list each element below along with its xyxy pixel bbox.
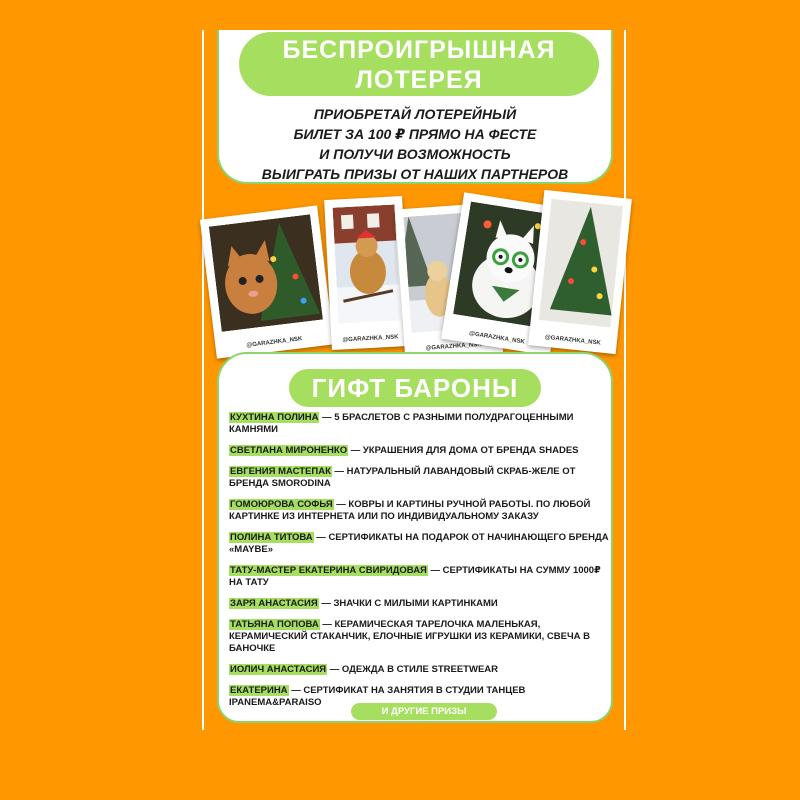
photo-caption: @GARAZHKA_NSK bbox=[246, 336, 303, 349]
partner-name: ТАТУ-МАСТЕР ЕКАТЕРИНА СВИРИДОВАЯ bbox=[230, 565, 427, 576]
prize-text: — КОВРЫ И КАРТИНЫ РУЧНОЙ РАБОТЫ. ПО ЛЮБОЙ КАРТИНКЕ ИЗ ИНТЕРНЕТА ИЛИ ПО ИНДИВИДУАЛЬНОМУ ЗАКАЗУ bbox=[229, 499, 591, 522]
list-item bbox=[229, 532, 609, 556]
list-item bbox=[229, 619, 609, 655]
intro-line: ПРИОБРЕТАЙ ЛОТЕРЕЙНЫЙ bbox=[313, 106, 517, 122]
photo-caption: @GARAZHKA_NSK bbox=[544, 334, 602, 347]
prize-text: — ОДЕЖДА В СТИЛЕ STREETWEAR bbox=[327, 664, 499, 675]
partner-name: ЕВГЕНИЯ МАСТЕПАК bbox=[230, 466, 331, 477]
title-line-1: БЕСПРОИГРЫШНАЯ bbox=[282, 36, 556, 64]
intro-text bbox=[229, 104, 601, 184]
prize-list bbox=[229, 412, 609, 718]
gift-title-pill: ГИФТ БАРОНЫ bbox=[289, 369, 541, 407]
list-item bbox=[229, 499, 609, 523]
lottery-poster bbox=[202, 30, 626, 730]
list-item bbox=[229, 466, 609, 490]
more-prizes-label: И ДРУГИЕ ПРИЗЫ bbox=[351, 703, 497, 720]
photo-caption: @GARAZHKA_NSK bbox=[425, 341, 482, 352]
intro-line: ВЫИГРАТЬ ПРИЗЫ ОТ НАШИХ ПАРТНЕРОВ bbox=[261, 166, 569, 182]
partner-name: ЕКАТЕРИНА bbox=[230, 685, 288, 696]
prize-text: — КЕРАМИЧЕСКАЯ ТАРЕЛОЧКА МАЛЕНЬКАЯ, КЕРАМИЧЕСКИЙ СТАКАНЧИК, ЕЛОЧНЫЕ ИГРУШКИ ИЗ КЕРАМИКИ, СВЕЧА В БАНОЧКЕ bbox=[229, 619, 590, 654]
list-item bbox=[229, 565, 609, 589]
partner-name: ЗАРЯ АНАСТАСИЯ bbox=[230, 598, 318, 609]
prize-text: — УКРАШЕНИЯ ДЛЯ ДОМА ОТ БРЕНДА SHADES bbox=[348, 445, 579, 456]
photo-caption: @GARAZHKA_NSK bbox=[468, 330, 526, 346]
prize-text: — 5 БРАСЛЕТОВ С РАЗНЫМИ ПОЛУДРАГОЦЕННЫМИ КАМНЯМИ bbox=[229, 412, 574, 435]
partner-name: КУХТИНА ПОЛИНА bbox=[230, 412, 319, 423]
photo-caption: @GARAZHKA_NSK bbox=[342, 334, 399, 344]
list-item bbox=[229, 598, 609, 610]
title-line-2: ЛОТЕРЕЯ bbox=[355, 66, 483, 94]
gift-barons-card bbox=[217, 352, 613, 723]
list-item bbox=[229, 445, 609, 457]
prize-text: — СЕРТИФИКАТЫ НА ПОДАРОК ОТ НАЧИНАЮЩЕГО БРЕНДА «MAYBE» bbox=[229, 532, 609, 555]
title-pill bbox=[239, 32, 599, 96]
photo-dog-sled-image bbox=[333, 204, 401, 323]
prize-text: — СЕРТИФИКАТЫ НА СУММУ 1000₽ НА ТАТУ bbox=[229, 565, 601, 588]
partner-name: ИОЛИЧ АНАСТАСИЯ bbox=[230, 664, 327, 675]
lottery-header-card bbox=[217, 30, 613, 184]
partner-name: ТАТЬЯНА ПОПОВА bbox=[230, 619, 319, 630]
partner-name: ПОЛИНА ТИТОВА bbox=[230, 532, 313, 543]
photo-cat bbox=[200, 205, 334, 358]
list-item bbox=[229, 664, 609, 676]
intro-line: И ПОЛУЧИ ВОЗМОЖНОСТЬ bbox=[319, 146, 511, 162]
photo-cat-image bbox=[209, 214, 323, 332]
partner-name: СВЕТЛАНА МИРОНЕНКО bbox=[230, 445, 348, 456]
photo-tree bbox=[528, 190, 632, 354]
partner-name: ГОМОЮРОВА СОФЬЯ bbox=[230, 499, 333, 510]
intro-line: БИЛЕТ ЗА 100 ₽ ПРЯМО НА ФЕСТЕ bbox=[293, 126, 537, 142]
photo-tree-image bbox=[539, 199, 623, 328]
prize-text: — СЕРТИФИКАТ НА ЗАНЯТИЯ В СТУДИИ ТАНЦЕВ IPANEMA&PARAISO bbox=[229, 685, 526, 708]
list-item bbox=[229, 412, 609, 436]
prize-text: — НАТУРАЛЬНЫЙ ЛАВАНДОВЫЙ СКРАБ-ЖЕЛЕ ОТ БРЕНДА SMORODINA bbox=[229, 466, 576, 489]
prize-text: — ЗНАЧКИ С МИЛЫМИ КАРТИНКАМИ bbox=[318, 598, 498, 609]
